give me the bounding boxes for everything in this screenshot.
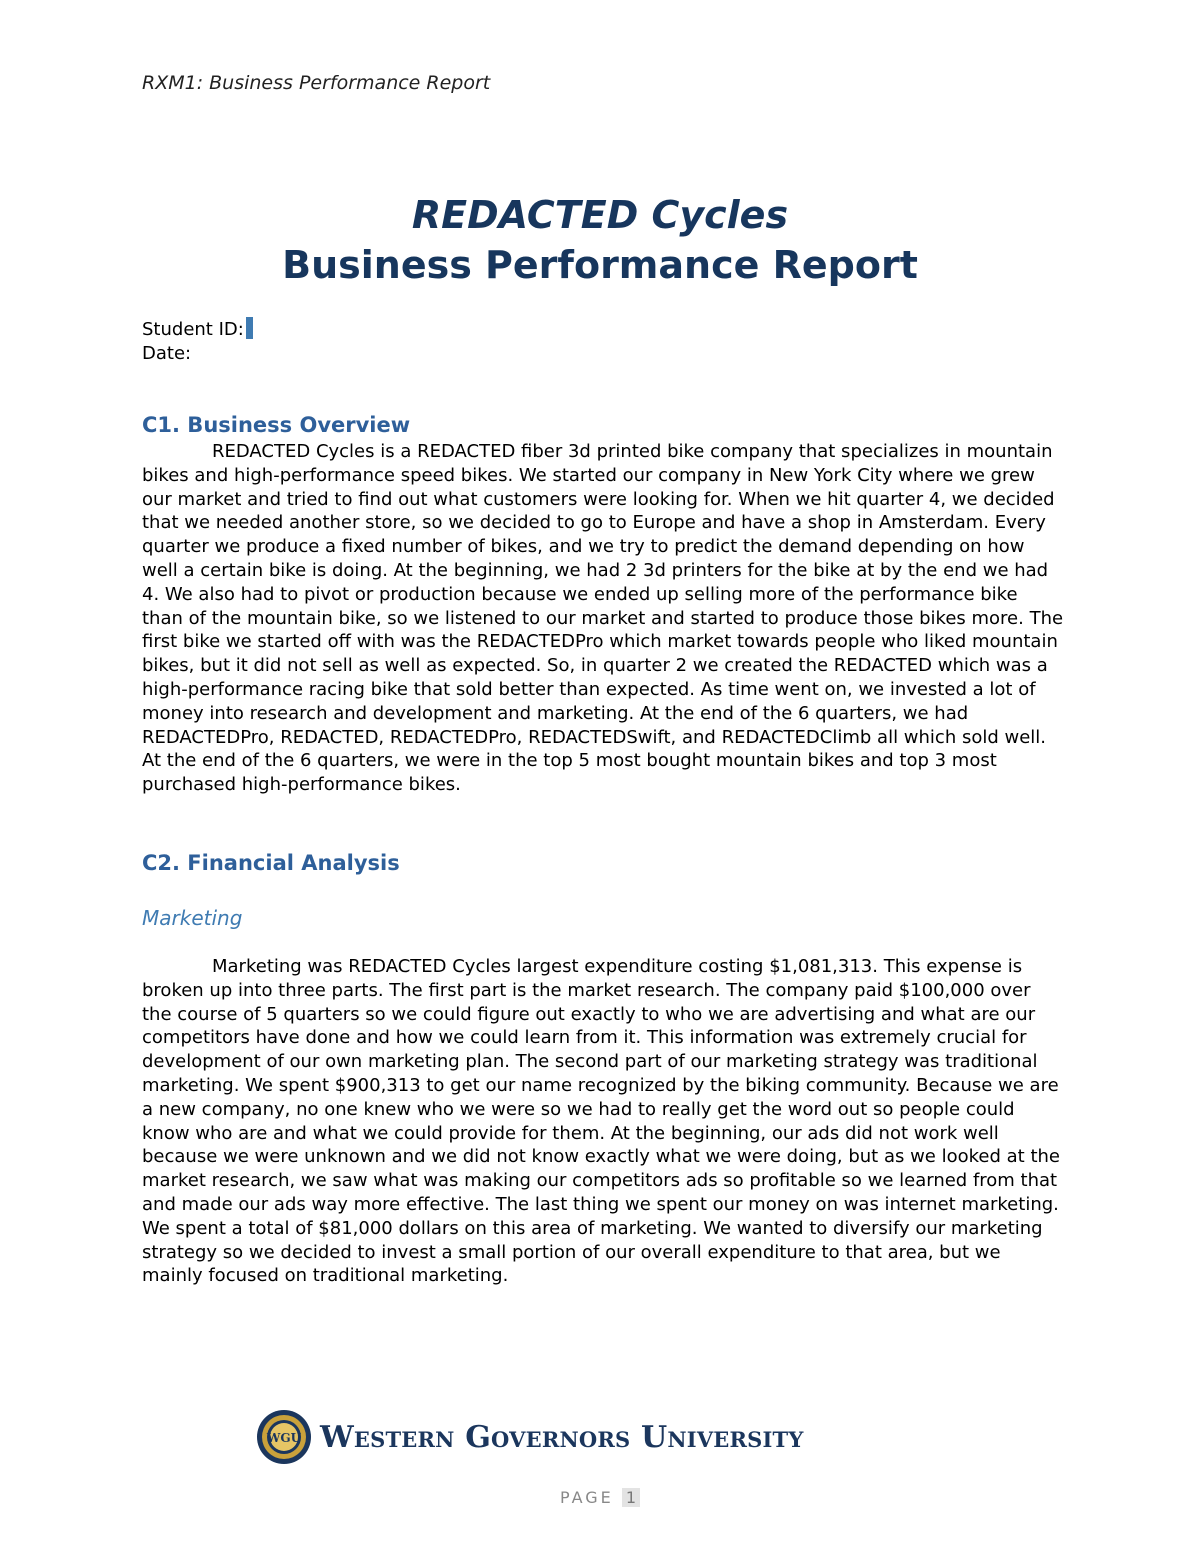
seal-text: WGU bbox=[266, 1431, 302, 1445]
student-id-line bbox=[142, 317, 253, 342]
university-name: Western Governors University bbox=[320, 1419, 804, 1455]
document-title bbox=[0, 190, 1200, 290]
section-heading-c1: C1. Business Overview bbox=[142, 413, 411, 437]
student-id-label: Student ID: bbox=[142, 319, 244, 340]
student-meta bbox=[142, 317, 253, 366]
subsection-heading-marketing: Marketing bbox=[142, 906, 243, 930]
page-footer bbox=[0, 1488, 1200, 1507]
running-header: RXM1: Business Performance Report bbox=[142, 72, 491, 94]
c1-body-text: REDACTED Cycles is a REDACTED fiber 3d printed bike company that specializes in mountain bikes and high-performance speed bikes. We started our company in New York City where we grew our market and tried to find out what customers were looking for. When we hit quarter 4, we decided that we needed another store, so we decided to go to Europe and have a shop in Amsterdam. Every quarter we produce a fixed number of bikes, and we try to predict the demand depending on how well a certain bike is doing. At the beginning, we had 2 3d printers for the bike at by the end we had 4. We also had to pivot or production because we ended up selling more of the performance bike than of the mountain bike, so we listened to our market and started to produce those bikes more. The first bike we started off with was the REDACTEDPro which market towards people who liked mountain bikes, but it did not sell as well as expected. So, in quarter 2 we created the REDACTED which was a high-performance racing bike that sold better than expected. As time went on, we invested a lot of money into research and development and marketing. At the end of the 6 quarters, we had REDACTEDPro, REDACTED, REDACTEDPro, REDACTEDSwift, and REDACTEDClimb all which sold well. At the end of the 6 quarters, we were in the top 5 most bought mountain bikes and top 3 most purchased high-performance bikes. bbox=[142, 441, 1064, 796]
university-logo bbox=[256, 1409, 804, 1465]
section-heading-c2: C2. Financial Analysis bbox=[142, 851, 400, 875]
university-seal-icon bbox=[256, 1409, 312, 1465]
title-company: REDACTED Cycles bbox=[411, 193, 789, 237]
section-body-c1 bbox=[142, 440, 1064, 797]
section-body-c2 bbox=[142, 955, 1064, 1288]
c2-body-text: Marketing was REDACTED Cycles largest expenditure costing $1,081,313. This expense is broken up into three parts. The first part is the market research. The company paid $100,000 over the course of 5 quarters so we could figure out exactly to who we are advertising and what are our competitors have done and how we could learn from it. This information was extremely crucial for development of our own marketing plan. The second part of our marketing strategy was traditional marketing. We spent $900,313 to get our name recognized by the biking community. Because we are a new company, no one knew who we were so we had to really get the word out so people could know who are and what we could provide for them. At the beginning, our ads did not work well because we were unknown and we did not know exactly what we were doing, but as we looked at the market research, we saw what was making our competitors ads so profitable so we learned from that and made our ads way more effective. The last thing we spent our money on was internet marketing. We spent a total of $81,000 dollars on this area of marketing. We wanted to diversify our marketing strategy so we decided to invest a small portion of our overall expenditure to that area, but we mainly focused on traditional marketing. bbox=[142, 956, 1060, 1287]
text-cursor-icon bbox=[246, 317, 253, 339]
date-label: Date: bbox=[142, 343, 192, 364]
page-number: 1 bbox=[622, 1488, 640, 1507]
page-label: PAGE bbox=[559, 1488, 614, 1507]
title-report: Business Performance Report bbox=[282, 243, 918, 287]
